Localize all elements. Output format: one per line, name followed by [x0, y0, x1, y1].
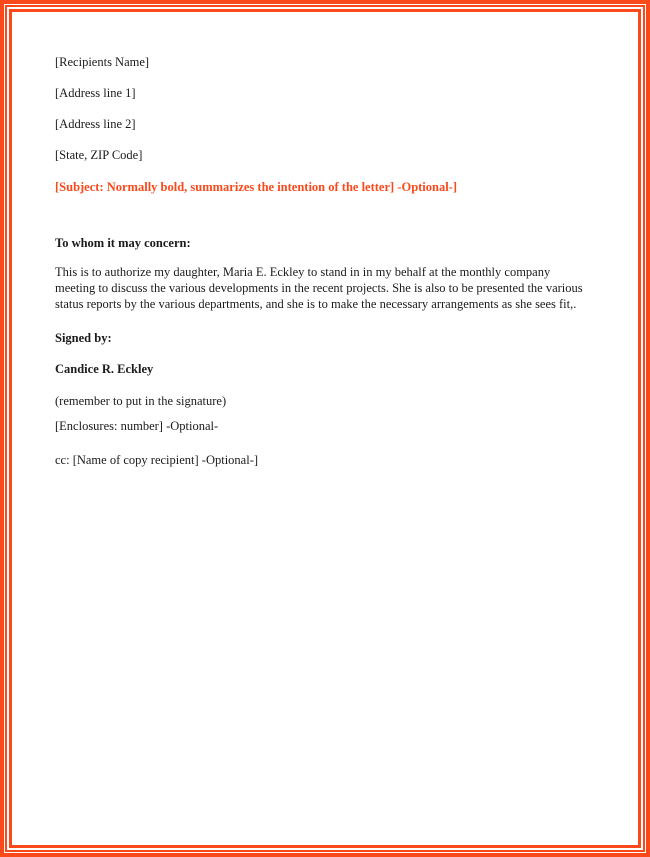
salutation: To whom it may concern: — [55, 236, 191, 250]
subject-line: [Subject: Normally bold, summarizes the intention of the letter] -Optional-] — [55, 180, 458, 194]
state-zip-line: [State, ZIP Code] — [55, 148, 143, 162]
body-line-3: status reports by the various departments, and she is to make the necessary arrangements as she sees fit,. — [55, 297, 577, 311]
address-line-2: [Address line 2] — [55, 117, 136, 131]
signature-note: (remember to put in the signature) — [55, 394, 227, 408]
signed-by-label: Signed by: — [55, 331, 112, 345]
signature-name: Candice R. Eckley — [55, 362, 154, 376]
letter-content — [55, 0, 600, 468]
body-line-1: This is to authorize my daughter, Maria E. Eckley to stand in in my behalf at the monthly company — [55, 265, 551, 279]
body-paragraph — [55, 264, 600, 312]
cc-line: cc: [Name of copy recipient] -Optional-] — [55, 453, 259, 467]
body-line-2: meeting to discuss the various developments in the recent projects. She is also to be presented the various — [55, 281, 583, 295]
address-line-1: [Address line 1] — [55, 86, 136, 100]
recipient-name-line: [Recipients Name] — [55, 55, 150, 69]
enclosures-line: [Enclosures: number] -Optional- — [55, 419, 219, 433]
